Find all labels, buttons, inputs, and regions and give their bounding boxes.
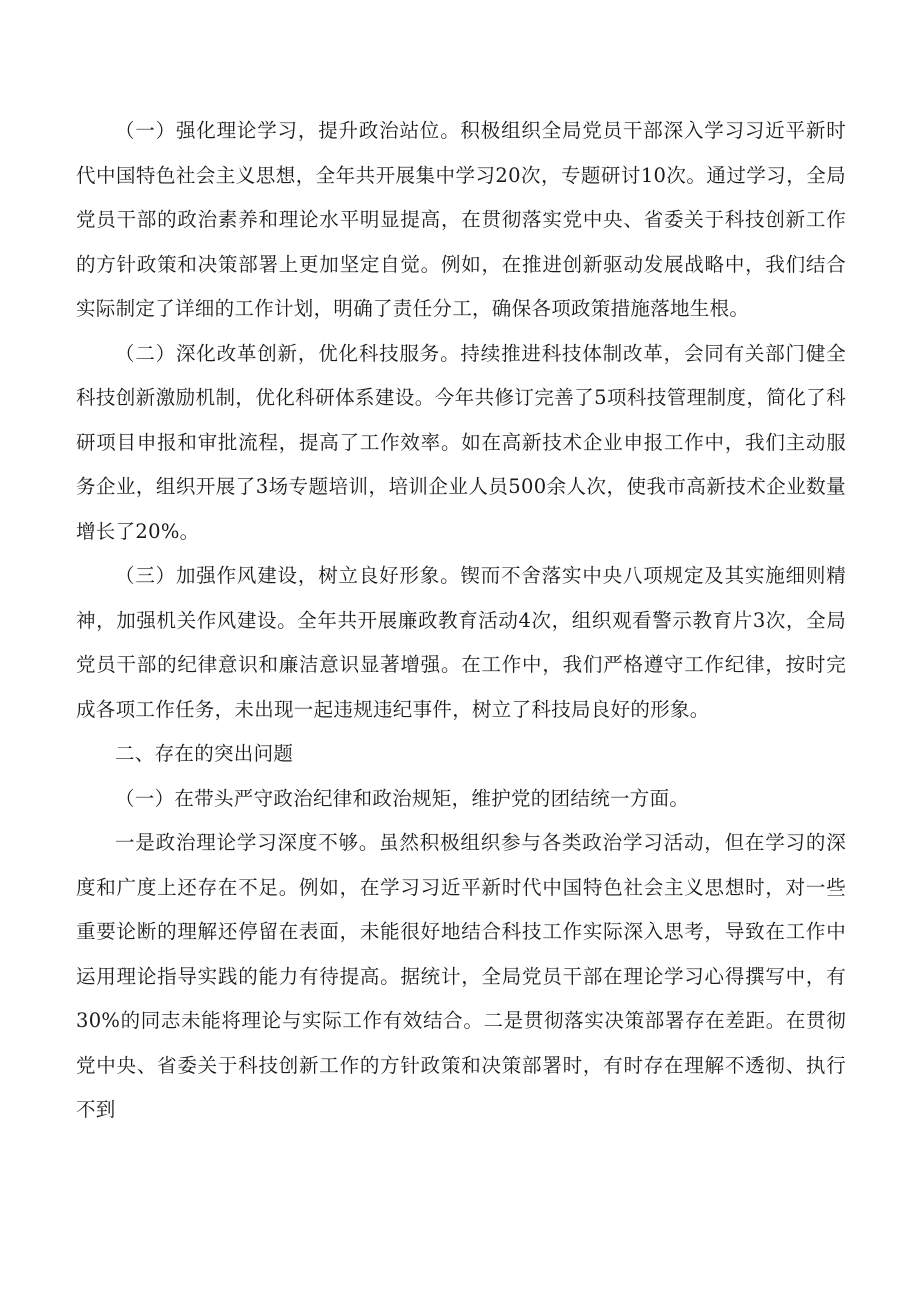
sub-heading: （一）在带头严守政治纪律和政治规矩，维护党的团结统一方面。 bbox=[115, 786, 690, 810]
paragraph-reform-innovation: （二）深化改革创新，优化科技服务。持续推进科技体制改革，会同有关部门健全科技创新激励机制，优化科研体系建设。今年共修订完善了5项科技管理制度，简化了科研项目申报和审批流程，提高了工作效率。如在高新技术企业申报工作中，我们主动服务企业，组织开展了3场专题培训，培训企业人员500余人次，使我市高新技术企业数量增长了20%。 bbox=[76, 341, 846, 543]
section-heading: 二、存在的突出问题 bbox=[115, 742, 294, 765]
paragraph-work-style: （三）加强作风建设，树立良好形象。锲而不舍落实中央八项规定及其实施细则精神，加强机关作风建设。全年共开展廉政教育活动4次，组织观看警示教育片3次，全局党员干部的纪律意识和廉洁意识显著增强。在工作中，我们严格遵守工作纪律，按时完成各项工作任务，未出现一起违规违纪事件，树立了科技局良好的形象。 bbox=[76, 564, 846, 721]
paragraph-theory-study: （一）强化理论学习，提升政治站位。积极组织全局党员干部深入学习习近平新时代中国特色社会主义思想，全年共开展集中学习20次，专题研讨10次。通过学习，全局党员干部的政治素养和理论水平明显提高，在贯彻落实党中央、省委关于科技创新工作的方针政策和决策部署上更加坚定自觉。例如，在推进创新驱动发展战略中，我们结合实际制定了详细的工作计划，明确了责任分工，确保各项政策措施落地生根。 bbox=[76, 119, 846, 320]
document-body bbox=[76, 109, 846, 1133]
paragraph-problems: 一是政治理论学习深度不够。虽然积极组织参与各类政治学习活动，但在学习的深度和广度上还存在不足。例如，在学习习近平新时代中国特色社会主义思想时，对一些重要论断的理解还停留在表面，未能很好地结合科技工作实际深入思考，导致在工作中运用理论指导实践的能力有待提高。据统计，全局党员干部在理论学习心得撰写中，有30%的同志未能将理论与实际工作有效结合。二是贯彻落实决策部署存在差距。在贯彻党中央、省委关于科技创新工作的方针政策和决策部署时，有时存在理解不透彻、执行不到 bbox=[76, 831, 846, 1121]
